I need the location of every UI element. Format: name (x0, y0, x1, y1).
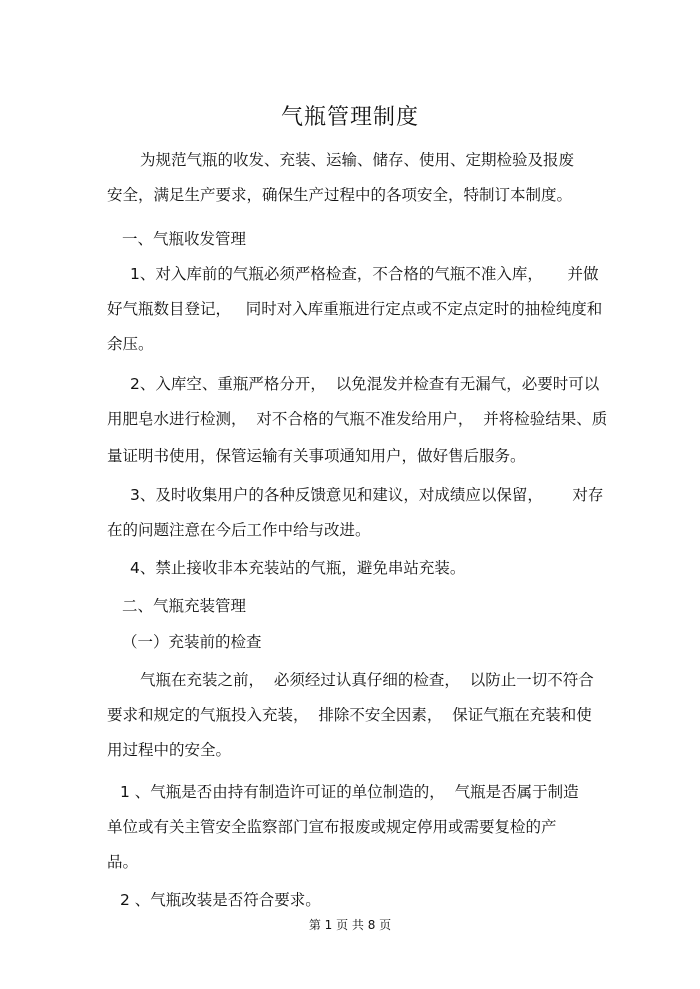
paragraph-line: 4、禁止接收非本充装站的气瓶，避免串站充装。 (130, 559, 466, 577)
paragraph-line: 2 、气瓶改装是否符合要求。 (120, 891, 321, 909)
paragraph-line: 3、及时收集用户的各种反馈意见和建议，对成绩应以保留， 对存 (130, 486, 604, 504)
paragraph-line: 在的问题注意在今后工作中给与改进。 (107, 521, 371, 539)
paragraph-line: 安全，满足生产要求，确保生产过程中的各项安全，特制订本制度。 (107, 186, 573, 204)
paragraph-line: 品。 (107, 853, 139, 871)
paragraph-line: 2、入库空、重瓶严格分开， 以免混发并检查有无漏气，必要时可以 (130, 375, 600, 393)
section-heading: 二、气瓶充装管理 (122, 597, 247, 615)
document-title: 气瓶管理制度 (280, 105, 419, 130)
section-heading: 一、气瓶收发管理 (122, 230, 247, 248)
paragraph-line: 要求和规定的气瓶投入充装， 排除不安全因素， 保证气瓶在充装和使 (107, 706, 592, 724)
paragraph-line: 为规范气瓶的收发、充装、运输、储存、使用、定期检验及报废 (140, 151, 575, 169)
paragraph-line: 用肥皂水进行检测， 对不合格的气瓶不准发给用户， 并将检验结果、质 (107, 410, 608, 428)
paragraph-line: 量证明书使用，保管运输有关事项通知用户，做好售后服务。 (107, 447, 526, 465)
paragraph-line: 气瓶在充装之前， 必须经过认真仔细的检查， 以防止一切不符合 (140, 671, 594, 689)
paragraph-line: 好气瓶数目登记， 同时对入库重瓶进行定点或不定点定时的抽检纯度和 (107, 300, 603, 318)
paragraph-line: 1、对入库前的气瓶必须严格检查，不合格的气瓶不准入库， 并做 (130, 265, 599, 283)
page-footer: 第 1 页 共 8 页 (308, 918, 392, 932)
subsection-heading: （一）充装前的检查 (122, 633, 262, 651)
paragraph-line: 余压。 (107, 335, 154, 353)
paragraph-line: 1 、气瓶是否由持有制造许可证的单位制造的， 气瓶是否属于制造 (120, 783, 579, 801)
paragraph-line: 单位或有关主管安全监察部门宣布报废或规定停用或需要复检的产 (107, 818, 557, 836)
paragraph-line: 用过程中的安全。 (107, 741, 232, 759)
